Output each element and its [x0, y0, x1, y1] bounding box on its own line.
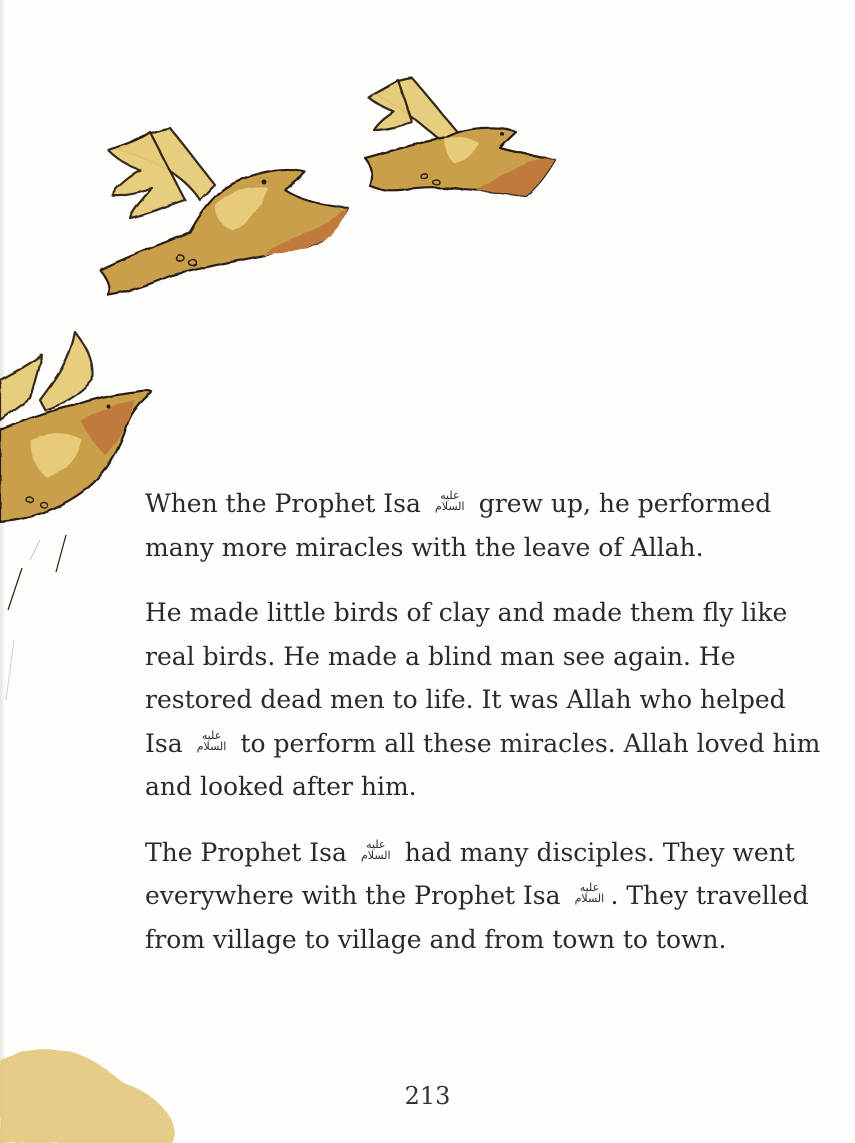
- bird-large: [100, 128, 348, 295]
- paragraph-2: [145, 591, 825, 809]
- text-run: to perform all these miracles. Allah loved him and looked after him.: [145, 728, 821, 801]
- paragraph-1: [145, 482, 825, 569]
- bird-small: [365, 78, 555, 196]
- honorific-seal: عليه السلام: [435, 489, 465, 513]
- honorific-seal: عليه السلام: [574, 881, 605, 905]
- honorific-seal: عليه السلام: [360, 837, 391, 862]
- motion-lines: [6, 535, 66, 700]
- text-run: The Prophet Isa: [145, 837, 355, 867]
- page-number: 213: [404, 1082, 451, 1110]
- text-run: grew up, he performed many more miracles with the leave of Allah.: [145, 489, 772, 562]
- bird-partial: [0, 332, 152, 522]
- text-run: had many disciples. They went everywhere with the Prophet Isa: [145, 837, 795, 910]
- text-run: . They travelled from village to village and from town to town.: [145, 881, 809, 954]
- text-run: When the Prophet Isa: [145, 489, 429, 518]
- paragraph-3: [145, 831, 825, 962]
- honorific-seal: عليه السلام: [196, 728, 227, 753]
- text-run: He made little birds of clay and made them fly like real birds. He made a blind man see again. He restored dead men to life. It was Allah who helped Isa: [145, 598, 788, 758]
- story-text: [145, 482, 825, 983]
